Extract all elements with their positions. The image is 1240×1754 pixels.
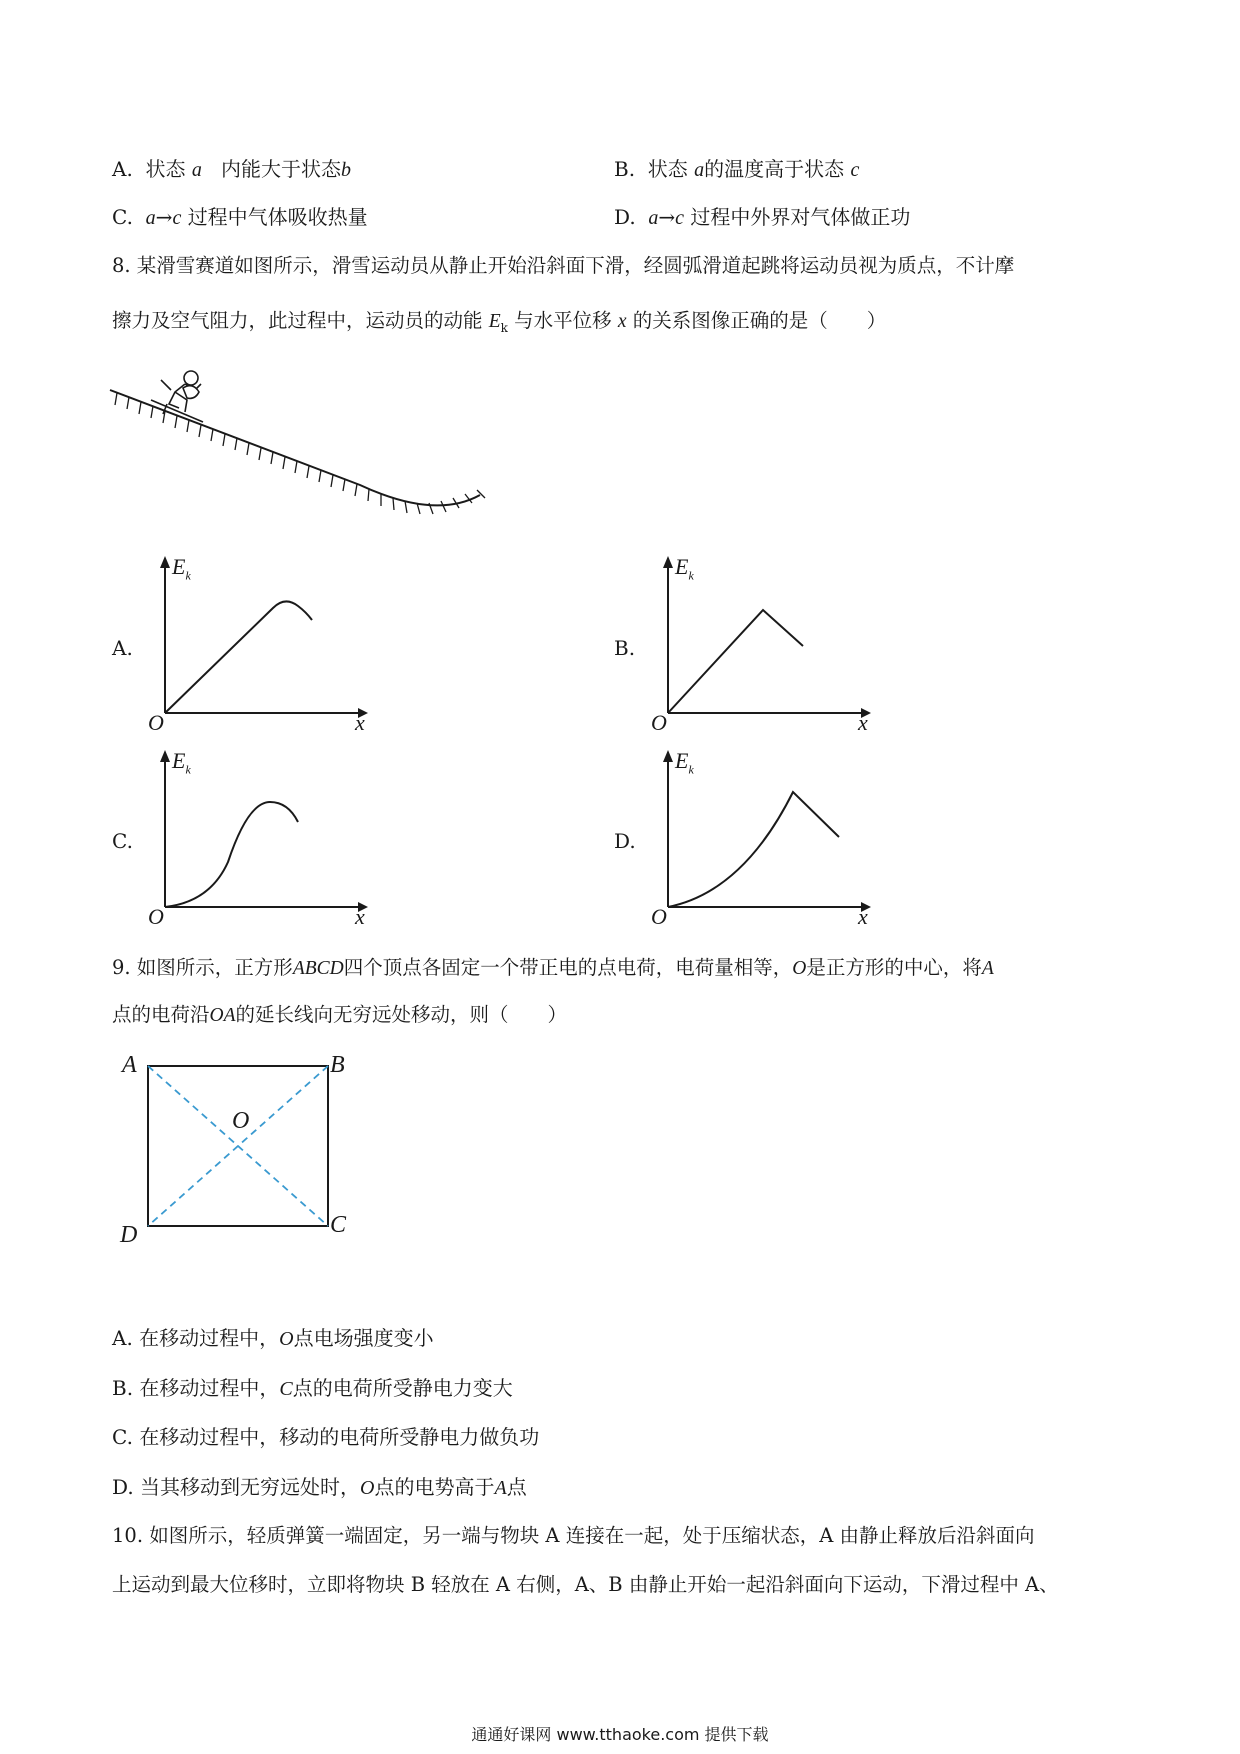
axis-label-ek: $E_k$ bbox=[172, 554, 191, 583]
q7-option-d: D. a→c 过程中外界对气体做正功 bbox=[614, 205, 911, 229]
q8-stem-line2: 擦力及空气阻力，此过程中，运动员的动能 $E_k$ 与水平位移 x 的关系图像正确的是（ ） bbox=[112, 309, 887, 335]
q10-stem-line2: 上运动到最大位移时，立即将物块 B 轻放在 A 右侧，A、B 由静止开始一起沿斜面向下运动，下滑过程中 A、 bbox=[112, 1573, 1059, 1596]
axis-label-x: x bbox=[858, 710, 868, 735]
q9-option-a: A. 在移动过程中，O点电场强度变小 bbox=[112, 1326, 434, 1350]
origin-label: O bbox=[148, 710, 164, 735]
q10-stem-line1: 10. 如图所示，轻质弹簧一端固定，另一端与物块 A 连接在一起，处于压缩状态，A 由静止释放后沿斜面向 bbox=[112, 1524, 1035, 1547]
axis-label-ek: $E_k$ bbox=[675, 554, 694, 583]
axis-label-x: x bbox=[355, 904, 365, 929]
ski-slope-figure bbox=[105, 360, 495, 545]
origin-label: O bbox=[651, 904, 667, 929]
q8-option-c-letter: C. bbox=[112, 829, 133, 853]
q9-stem-line1: 9. 如图所示，正方形ABCD四个顶点各固定一个带正电的点电荷，电荷量相等，O是正方形的中心，将A bbox=[112, 956, 994, 979]
q7-option-a: A. 状态 a 内能大于状态b bbox=[112, 157, 351, 181]
q9-stem-line2: 点的电荷沿OA的延长线向无穷远处移动，则（ ） bbox=[112, 1003, 568, 1026]
option-letter: B. bbox=[614, 157, 636, 181]
axis-label-ek: $E_k$ bbox=[172, 748, 191, 777]
center-label-o: O bbox=[232, 1108, 250, 1134]
vertex-label-b: B bbox=[330, 1052, 345, 1078]
axis-label-ek: $E_k$ bbox=[675, 748, 694, 777]
q9-option-d: D. 当其移动到无穷远处时，O点的电势高于A点 bbox=[112, 1475, 527, 1499]
q9-option-c: C. 在移动过程中，移动的电荷所受静电力做负功 bbox=[112, 1425, 540, 1449]
origin-label: O bbox=[148, 904, 164, 929]
q8-option-b-letter: B. bbox=[614, 636, 636, 660]
axis-label-x: x bbox=[858, 904, 868, 929]
q9-option-b: B. 在移动过程中，C点的电荷所受静电力变大 bbox=[112, 1376, 513, 1400]
q8-stem-line1: 8. 某滑雪赛道如图所示，滑雪运动员从静止开始沿斜面下滑，经圆弧滑道起跳将运动员视为质点，不计摩 bbox=[112, 254, 1015, 277]
page-footer: 通通好课网 www.tthaoke.com 提供下载 bbox=[471, 1725, 769, 1744]
axis-label-x: x bbox=[355, 710, 365, 735]
vertex-label-d: D bbox=[120, 1222, 138, 1248]
option-letter: A. bbox=[112, 157, 133, 181]
q7-option-b: B. 状态 a的温度高于状态 c bbox=[614, 157, 860, 181]
option-letter: C. bbox=[112, 205, 133, 229]
q8-option-a-letter: A. bbox=[112, 636, 133, 660]
q8-option-d-letter: D. bbox=[614, 829, 636, 853]
origin-label: O bbox=[651, 710, 667, 735]
q7-option-c: C. a→c 过程中气体吸收热量 bbox=[112, 205, 368, 229]
vertex-label-a: A bbox=[122, 1052, 137, 1078]
option-letter: D. bbox=[614, 205, 636, 229]
vertex-label-c: C bbox=[330, 1212, 347, 1238]
skier-icon bbox=[151, 371, 203, 422]
